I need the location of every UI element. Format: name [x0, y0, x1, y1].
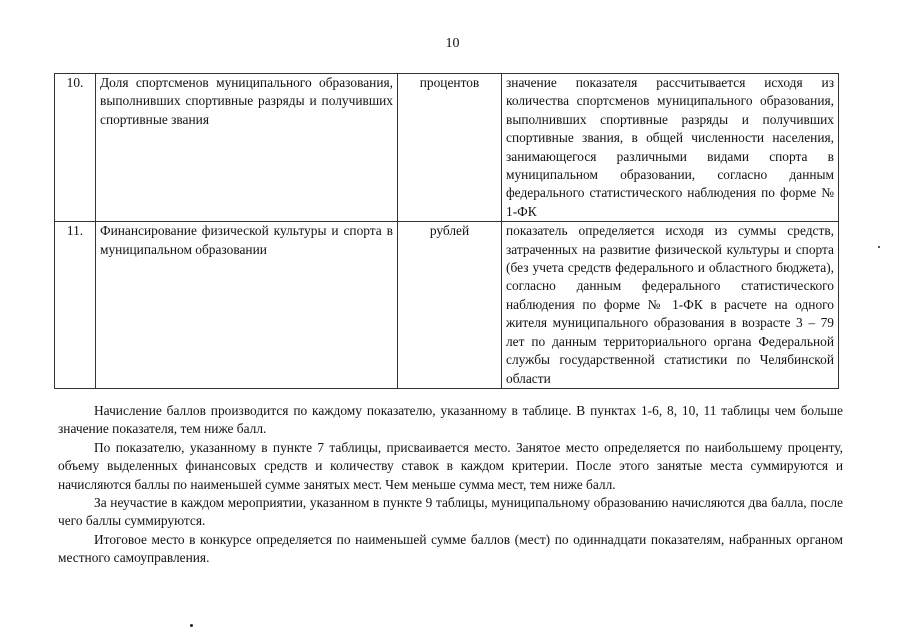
indicator-description: значение показателя рассчитывается исходя из количества спортсменов муниципального образования, выполнивших спортивные разряды и получивших спортивные звания, в общей численности населения, занимающегося различными видами спорта в муниципальном образовании, согласно данным федерального статистического наблюдения по форме № 1-ФК	[502, 74, 839, 222]
body-text	[58, 402, 843, 568]
paragraph: Итоговое место в конкурсе определяется по наименьшей сумме баллов (мест) по одиннадцати показателям, набранных органом местного самоуправления.	[58, 531, 843, 566]
paragraph: За неучастие в каждом мероприятии, указанном в пункте 9 таблицы, муниципальному образованию начисляются два балла, после чего баллы суммируются.	[58, 495, 843, 529]
paragraph: По показателю, указанному в пункте 7 таблицы, присваивается место. Занятое место определяется по наибольшему проценту, объему выделенных финансовых средств и количеству ставок в каждом критерии. После этого занятые места суммируются и начисляются баллы по наименьшей сумме занятых мест. Чем меньше сумма мест, тем ниже балл.	[58, 439, 843, 492]
row-number: 11.	[55, 222, 96, 389]
table-row	[55, 74, 839, 222]
indicators-table	[54, 73, 839, 389]
page-number: 10	[445, 36, 460, 51]
table-row	[55, 222, 839, 389]
indicator-unit: процентов	[398, 74, 502, 222]
paragraph: Начисление баллов производится по каждому показателю, указанному в таблице. В пунктах 1-6, 8, 10, 11 таблицы чем больше значение показателя, тем ниже балл.	[58, 403, 843, 437]
indicator-name: Доля спортсменов муниципального образования, выполнивших спортивные разряды и получивших спортивные звания	[96, 74, 398, 222]
row-number: 10.	[55, 74, 96, 222]
scan-dot	[190, 624, 193, 627]
indicator-description: показатель определяется исходя из суммы средств, затраченных на развитие физической культуры и спорта (без учета средств федерального и областного бюджета), согласно данным федерального статистического наблюдения по форме № 1-ФК в расчете на одного жителя муниципального образования в возрасте 3 – 79 лет по данным территориального органа Федеральной службы государственной статистики по Челябинской области	[502, 222, 839, 389]
indicator-name: Финансирование физической культуры и спорта в муниципальном образовании	[96, 222, 398, 389]
scan-mark	[878, 246, 880, 248]
indicator-unit: рублей	[398, 222, 502, 389]
